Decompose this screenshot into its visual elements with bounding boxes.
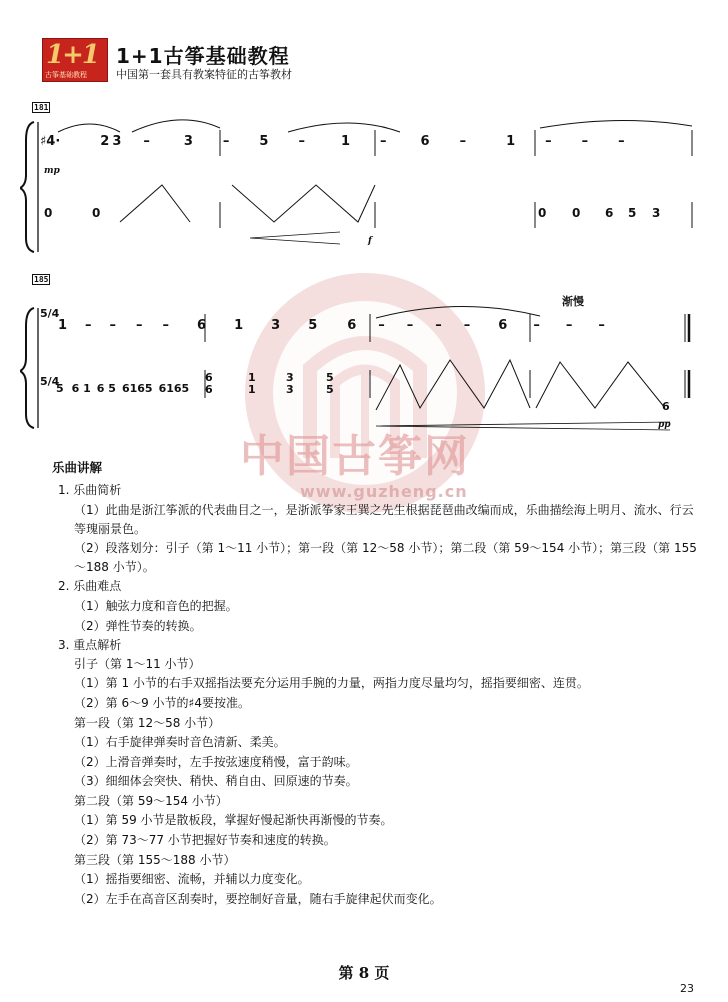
subsection-title: 2. 乐曲难点 (58, 579, 122, 594)
note: 1 (248, 371, 256, 384)
note: 6 (498, 318, 508, 333)
dynamic-mark: pp (658, 420, 671, 430)
note: 1 (506, 134, 516, 149)
note: – (459, 134, 467, 149)
note: 6 (197, 318, 207, 333)
section-heading: 乐曲讲解 (52, 460, 103, 475)
note: – (463, 318, 471, 333)
time-signature-lower: 5/4 (40, 375, 60, 388)
note: 3 (112, 134, 122, 149)
paragraph: （2）段落划分：引子（第 1～11 小节）；第一段（第 12～58 小节）；第二段（第 59～154 小节）；第三段（第 155～188 小节）。 (74, 541, 697, 574)
note: 5 (326, 371, 334, 384)
page-number: 23 (680, 982, 694, 995)
score-system-1 (20, 110, 710, 260)
paragraph: （1）摇指要细密、流畅，并辅以力度变化。 (74, 872, 310, 887)
note: 6 (662, 400, 670, 413)
paragraph: （2）上滑音弹奏时，左手按弦速度稍慢，富于韵味。 (74, 754, 358, 769)
system1-lower-note: 3 (652, 206, 661, 220)
measure-number: 181 (34, 103, 49, 112)
system2-lower-staff (56, 382, 189, 395)
note: 6 (205, 383, 213, 396)
note: 5 (308, 318, 318, 333)
page-label: 第 8 页 (338, 964, 390, 982)
watermark-text: 中国古筝网 (240, 431, 470, 482)
note: – (406, 318, 414, 333)
measure-number: 185 (34, 275, 49, 284)
dynamic-mark: f (368, 236, 372, 246)
subsection-title: 1. 乐曲简析 (58, 483, 122, 498)
note: 6 5 (96, 382, 116, 395)
note: – (143, 134, 150, 149)
paragraph: （1）第 59 小节是散板段，掌握好慢起渐快再渐慢的节奏。 (74, 813, 393, 828)
watermark-url: www.guzheng.cn (300, 482, 468, 501)
logo-text: 1+1 (46, 40, 98, 70)
paragraph: （2）第 73～77 小节把握好节奏和速度的转换。 (74, 833, 336, 848)
note: – (618, 134, 625, 149)
note: – (380, 134, 387, 149)
note: – (109, 318, 117, 333)
chord (286, 372, 294, 396)
system1-lower-rest: 0 (538, 206, 547, 220)
note: 1 (58, 318, 68, 333)
book-logo (42, 38, 108, 82)
note: 5 (56, 382, 64, 395)
book-title: 1+1古筝基础教程 (116, 44, 290, 68)
note: 6 (420, 134, 430, 149)
part-title: 第三段（第 155～188 小节） (74, 852, 236, 867)
paragraph: （1）触弦力度和音色的把握。 (74, 598, 238, 613)
note: 3 (183, 134, 193, 149)
note: – (162, 318, 170, 333)
note: – (533, 318, 540, 333)
note: 6 1 (71, 382, 91, 395)
paragraph: （2）左手在高音区刮奏时，要控制好音量，随右手旋律起伏而变化。 (74, 891, 442, 906)
note: 6 (347, 318, 357, 333)
paragraph: （1）右手旋律弹奏时音色清新、柔美。 (74, 735, 286, 750)
paragraph: （1）第 1 小节的右手双摇指法要充分运用手腕的力量，两指力度尽量均匀，摇指要细密、连贯。 (74, 676, 589, 691)
note: 1 (248, 383, 256, 396)
note: – (298, 134, 305, 149)
note: 5 (259, 134, 269, 149)
tempo-marking: 渐慢 (562, 295, 584, 308)
system1-lower-rest: 0 (572, 206, 581, 220)
note: – (598, 318, 605, 333)
note: 3 (286, 371, 294, 384)
dynamic-mark: mp (44, 166, 60, 176)
note: – (581, 134, 589, 149)
paragraph: （3）细细体会突快、稍快、稍自由、回原速的节奏。 (74, 774, 358, 789)
chord (205, 372, 213, 396)
note: – (378, 318, 385, 333)
system1-lower-note: 5 (628, 206, 637, 220)
note: – (435, 318, 442, 333)
note: ♯4· (40, 134, 61, 149)
logo-caption: 古筝基础教程 (45, 71, 87, 79)
part-title: 引子（第 1～11 小节） (74, 656, 201, 671)
note: 6 (205, 371, 213, 384)
note: – (85, 318, 92, 333)
note: 1 (234, 318, 244, 333)
note: 1 (340, 134, 351, 149)
system1-upper-staff (40, 134, 625, 149)
note: 3 (271, 318, 281, 333)
book-subtitle: 中国第一套具有教案特征的古筝教材 (116, 68, 292, 81)
note: – (545, 134, 552, 149)
subsection-title: 3. 重点解析 (58, 638, 122, 653)
part-title: 第一段（第 12～58 小节） (74, 715, 221, 730)
note: 3 (286, 383, 294, 396)
system2-upper-staff (58, 318, 605, 333)
time-signature-upper: 5/4 (40, 307, 60, 320)
chord (248, 372, 256, 396)
paragraph: （1）此曲是浙江筝派的代表曲目之一，是浙派筝家王巽之先生根据琵琶曲改编而成，乐曲描绘海上明月、流水、行云等瑰丽景色。 (74, 502, 694, 536)
note: – (222, 134, 230, 149)
part-title: 第二段（第 59～154 小节） (74, 793, 228, 808)
paragraph: （2）第 6～9 小节的♯4要按准。 (74, 695, 250, 710)
note: – (565, 318, 573, 333)
system1-lower-rest: 0 (92, 206, 101, 220)
system1-lower-note: 6 (605, 206, 614, 220)
system1-lower-rest: 0 (44, 206, 53, 220)
note: 5 (326, 383, 334, 396)
chord (326, 372, 334, 396)
note: – (136, 318, 143, 333)
note: 2 (100, 134, 110, 149)
paragraph: （2）弹性节奏的转换。 (74, 618, 202, 633)
note: 6165 (158, 382, 190, 395)
note: 6165 (121, 382, 153, 395)
commentary-section (52, 458, 702, 909)
